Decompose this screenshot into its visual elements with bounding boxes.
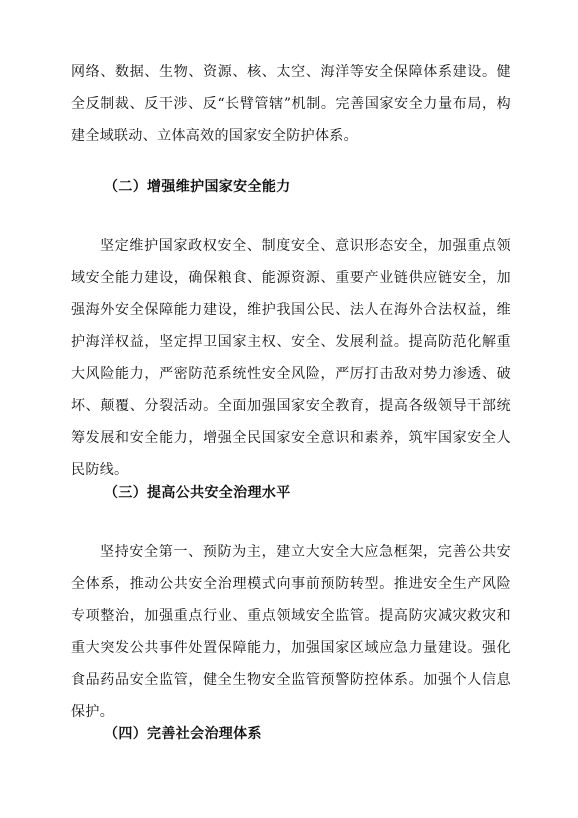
section-heading-2: （二）增强维护国家安全能力 [104, 179, 291, 195]
section-heading-3: （三）提高公共安全治理水平 [104, 485, 291, 501]
paragraph-national-security-capacity: 坚定维护国家政权安全、制度安全、意识形态安全，加强重点领域安全能力建设，确保粮食、能源资源、重要产业链供应链安全，加强海外安全保障能力建设，维护我国公民、法人在海外合法权益，维护海洋权益，坚定捍卫国家主权、安全、发展利益。提高防范化解重大风险能力，严密防范系统性安全风险，严厉打击敌对势力渗透、破坏、颠覆、分裂活动。全面加强国家安全教育，提高各级领导干部统筹发展和安全能力，增强全民国家安全意识和素养，筑牢国家安全人民防线。 [71, 238, 511, 478]
section-heading-4: （四）完善社会治理体系 [104, 726, 262, 742]
paragraph-security-system: 网络、数据、生物、资源、核、太空、海洋等安全保障体系建设。健全反制裁、反干涉、反“长臂管辖”机制。完善国家安全力量布局，构建全域联动、立体高效的国家安全防护体系。 [71, 64, 511, 144]
paragraph-public-safety: 坚持安全第一、预防为主，建立大安全大应急框架，完善公共安全体系，推动公共安全治理模式向事前预防转型。推进安全生产风险专项整治，加强重点行业、重点领域安全监管。提高防灾减灾救灾和重大突发公共事件处置保障能力，加强国家区域应急力量建设。强化食品药品安全监管，健全生物安全监管预警防控体系。加强个人信息保护。 [71, 544, 511, 720]
